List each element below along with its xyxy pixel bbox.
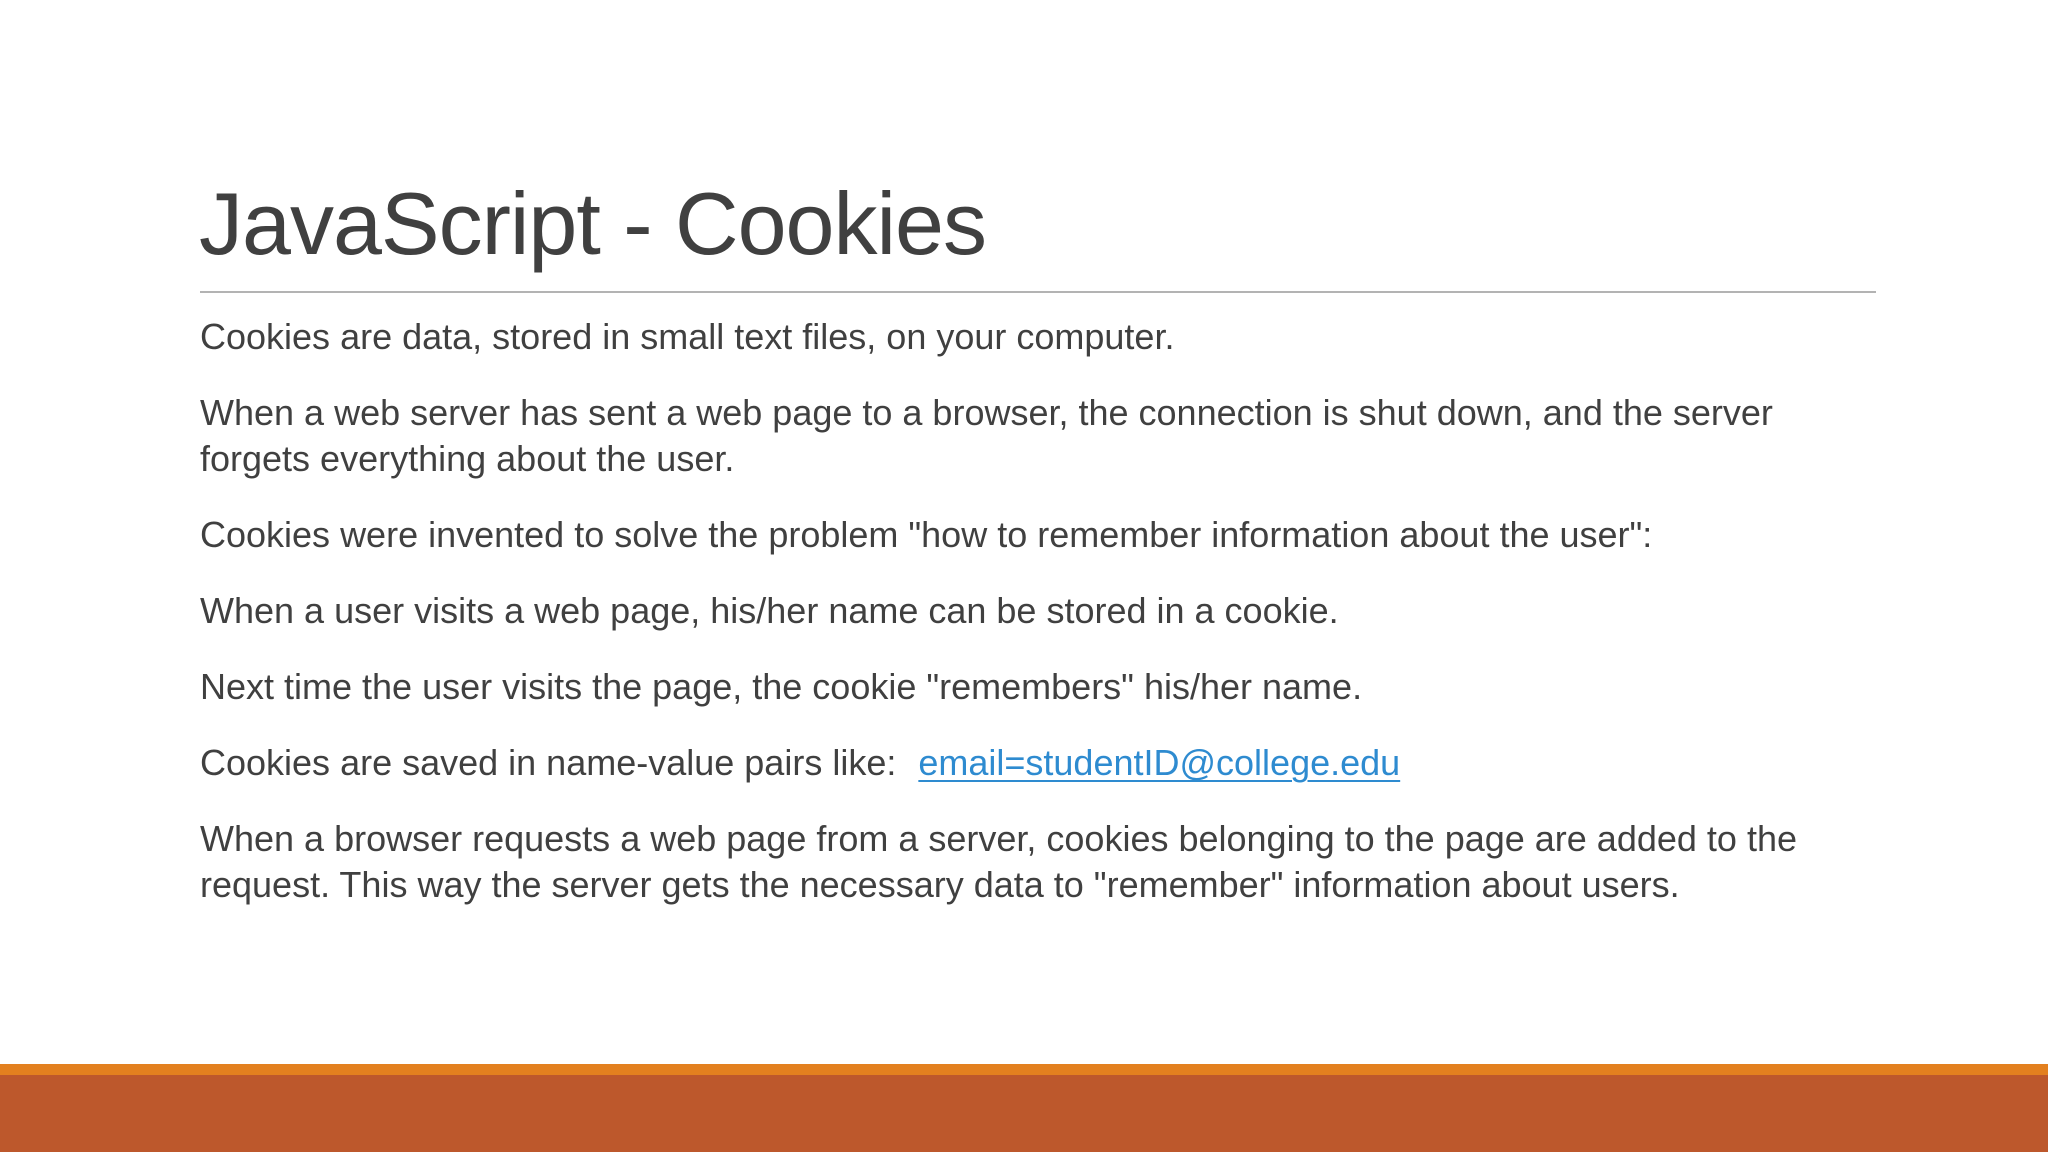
paragraph-browser-request: When a browser requests a web page from a server, cookies belonging to the page are added to the request. This way the server gets the necessary data to "remember" information about users. xyxy=(200,818,1797,905)
paragraph-remembers: Next time the user visits the page, the cookie "remembers" his/her name. xyxy=(200,666,1363,707)
slide-body xyxy=(200,314,1876,938)
footer-accent-stripe xyxy=(0,1064,2048,1075)
slide-title: JavaScript - Cookies xyxy=(199,174,986,273)
paragraph-invented: Cookies were invented to solve the problem "how to remember information about the user": xyxy=(200,514,1653,555)
email-example-link[interactable]: email=studentID@college.edu xyxy=(918,742,1401,783)
paragraph-connection: When a web server has sent a web page to a browser, the connection is shut down, and the server forgets everything about the user. xyxy=(200,392,1773,479)
name-value-label: Cookies are saved in name-value pairs like: xyxy=(200,742,897,783)
footer-bar xyxy=(0,1075,2048,1152)
paragraph-user-visit: When a user visits a web page, his/her name can be stored in a cookie. xyxy=(200,590,1339,631)
paragraph-name-value-pairs xyxy=(200,740,1876,786)
paragraph-cookies-definition: Cookies are data, stored in small text files, on your computer. xyxy=(200,316,1175,357)
title-divider xyxy=(200,291,1876,293)
